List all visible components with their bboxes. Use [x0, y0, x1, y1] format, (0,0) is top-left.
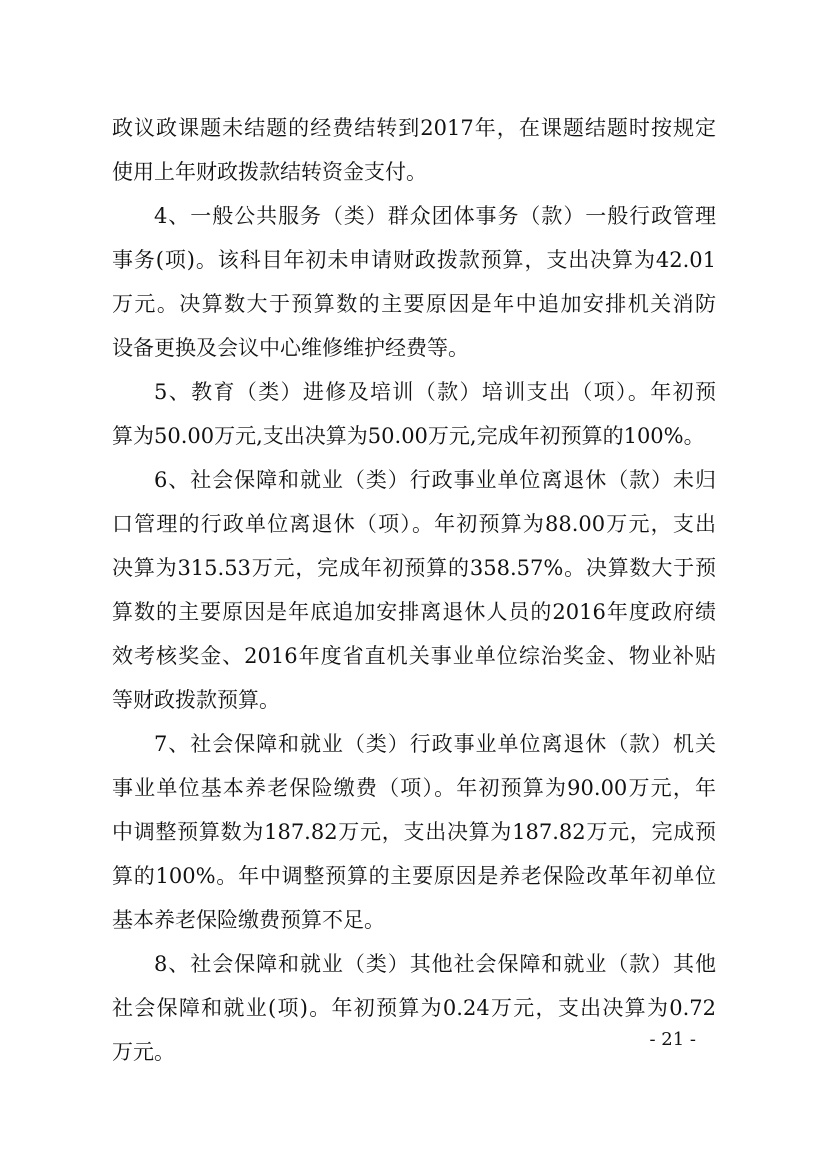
paragraph-line: 等财政拨款预算。: [112, 688, 280, 712]
paragraph-line: 万元。: [112, 1040, 175, 1064]
paragraph-line: 事业单位基本养老保险缴费（项）。年初预算为90.00万元，年: [112, 776, 716, 800]
paragraph-line: 7、社会保障和就业（类）行政事业单位离退休（款）机关: [154, 732, 716, 756]
paragraph-line: 算数的主要原因是年底追加安排离退休人员的2016年度政府绩: [112, 600, 716, 624]
paragraph-line: 算为50.00万元,支出决算为50.00万元,完成年初预算的100%。: [112, 424, 705, 448]
paragraph-line: 中调整预算数为187.82万元，支出决算为187.82万元，完成预: [112, 820, 716, 844]
document-body: [112, 106, 716, 1074]
paragraph-line: 6、社会保障和就业（类）行政事业单位离退休（款）未归: [154, 468, 716, 492]
paragraph-line: 决算为315.53万元，完成年初预算的358.57%。决算数大于预: [112, 556, 716, 580]
page-number: - 21 -: [649, 1029, 696, 1050]
paragraph-line: 8、社会保障和就业（类）其他社会保障和就业（款）其他: [154, 952, 716, 976]
paragraph-line: 基本养老保险缴费预算不足。: [112, 908, 385, 932]
paragraph-line: 5、教育（类）进修及培训（款）培训支出（项）。年初预: [154, 380, 716, 404]
paragraph-line: 社会保障和就业(项)。年初预算为0.24万元，支出决算为0.72: [112, 996, 716, 1020]
paragraph-line: 设备更换及会议中心维修维护经费等。: [112, 336, 469, 360]
paragraph-line: 政议政课题未结题的经费结转到2017年，在课题结题时按规定: [112, 116, 716, 140]
paragraph-line: 使用上年财政拨款结转资金支付。: [112, 160, 427, 184]
paragraph-line: 算的100%。年中调整预算的主要原因是养老保险改革年初单位: [112, 864, 716, 888]
paragraph-line: 4、一般公共服务（类）群众团体事务（款）一般行政管理: [154, 204, 716, 228]
paragraph-line: 口管理的行政单位离退休（项）。年初预算为88.00万元，支出: [112, 512, 716, 536]
paragraph-line: 万元。决算数大于预算数的主要原因是年中追加安排机关消防: [112, 292, 716, 316]
paragraph-line: 效考核奖金、2016年度省直机关事业单位综治奖金、物业补贴: [112, 644, 716, 668]
paragraph-line: 事务(项)。该科目年初未申请财政拨款预算，支出决算为42.01: [112, 248, 716, 272]
